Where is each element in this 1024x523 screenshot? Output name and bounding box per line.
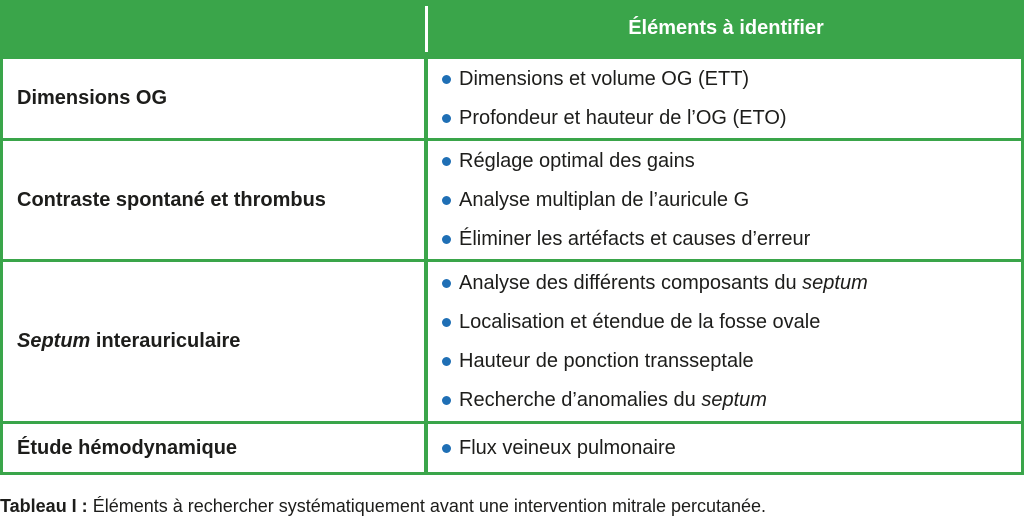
list-item — [442, 142, 1021, 181]
row-label-septum — [3, 262, 424, 421]
table-caption — [0, 496, 1024, 517]
list-item-text: Éliminer les artéfacts et causes d’erreur — [459, 227, 811, 250]
list-item-text: Localisation et étendue de la fosse ovale — [459, 310, 821, 333]
header-title: Éléments à identifier — [628, 17, 824, 39]
header-empty-cell — [0, 0, 425, 57]
row-label-text: Dimensions OG — [17, 87, 168, 109]
list-item — [442, 220, 1021, 259]
list-item — [442, 181, 1021, 220]
list-item-text-em: septum — [802, 271, 868, 294]
bullet-icon — [442, 318, 451, 327]
list-item-text: Dimensions et volume OG (ETT) — [459, 67, 750, 90]
row-items-septum — [428, 262, 1021, 421]
row-items-dimensions — [428, 59, 1021, 138]
list-item — [442, 264, 1021, 303]
row-label-text: Contraste spontané et thrombus — [17, 188, 326, 211]
bullet-icon — [442, 279, 451, 288]
list-item — [442, 303, 1021, 342]
list-item-text: Réglage optimal des gains — [459, 149, 695, 172]
row-items-hemodynamique — [428, 424, 1021, 472]
bullet-icon — [442, 114, 451, 123]
row-label-rest: interauriculaire — [90, 330, 241, 352]
list-item — [442, 381, 1021, 420]
bullet-icon — [442, 235, 451, 244]
bullet-icon — [442, 196, 451, 205]
bullet-icon — [442, 444, 451, 453]
row-label-text — [17, 330, 240, 353]
list-item-text-em: septum — [701, 388, 767, 411]
list-item-text: Analyse multiplan de l’auricule G — [459, 188, 750, 211]
bullet-icon — [442, 357, 451, 366]
row-label-hemodynamique — [3, 424, 424, 472]
row-label-dimensions — [3, 59, 424, 138]
list-item-text: Hauteur de ponction transseptale — [459, 349, 754, 372]
list-item — [442, 60, 1021, 99]
list-item-text — [459, 272, 868, 295]
caption-text: Éléments à rechercher systématiquement avant une intervention mitrale percutanée. — [92, 496, 767, 516]
bullet-icon — [442, 157, 451, 166]
list-item-text-main: Analyse des différents composants du — [459, 271, 803, 294]
list-item — [442, 342, 1021, 381]
list-item — [442, 99, 1021, 138]
list-item-text — [459, 389, 767, 412]
row-label-em: Septum — [17, 330, 91, 352]
list-item-text: Flux veineux pulmonaire — [459, 436, 676, 459]
list-item — [442, 429, 1021, 468]
bullet-icon — [442, 396, 451, 405]
list-item-text-main: Recherche d’anomalies du — [459, 388, 702, 411]
row-label-text: Étude hémodynamique — [17, 436, 238, 459]
row-items-contraste — [428, 141, 1021, 259]
row-label-contraste — [3, 141, 424, 259]
bullet-icon — [442, 75, 451, 84]
list-item-text: Profondeur et hauteur de l’OG (ETO) — [459, 106, 787, 129]
caption-prefix: Tableau I : — [0, 496, 93, 516]
